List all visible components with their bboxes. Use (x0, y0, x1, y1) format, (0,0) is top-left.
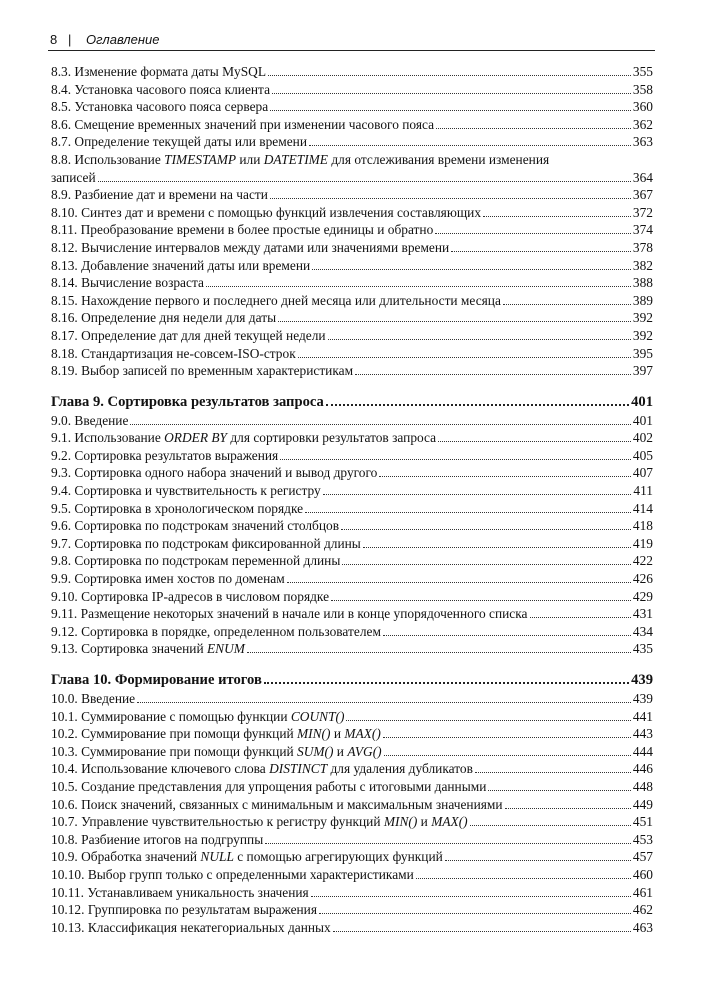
toc-entry-page: 460 (632, 866, 653, 882)
toc-entry-page: 382 (632, 257, 653, 273)
toc-entry (51, 186, 653, 204)
toc-entry (51, 239, 653, 257)
chapter-heading-page: 439 (631, 672, 653, 688)
toc-entry-title: 10.11. Устанавливаем уникальность значения (51, 884, 309, 900)
dot-leader (287, 582, 631, 583)
dot-leader (270, 198, 631, 199)
toc-entry-page: 429 (632, 588, 653, 604)
toc-entry-title: 9.11. Размещение некоторых значений в начале или в конце упорядоченного списка (51, 606, 528, 622)
toc-entry (51, 309, 653, 327)
toc-entry (51, 552, 653, 570)
toc-entry (51, 204, 653, 222)
toc-entry-page: 362 (632, 116, 653, 132)
toc-entry-title: 8.16. Определение дня недели для даты (51, 310, 277, 326)
toc-entry-title: 10.13. Классификация некатегориальных данных (51, 919, 331, 935)
toc-entry (51, 919, 653, 937)
toc-entry (51, 743, 653, 761)
chapter-heading-page: 401 (631, 393, 653, 410)
toc-entry-title: 9.13. Сортировка значений ENUM (51, 641, 245, 657)
toc-entry-title: 10.2. Суммирование при помощи функций MIN() и MAX() (51, 726, 381, 742)
toc-entry-page: 355 (632, 64, 653, 79)
dot-leader (333, 931, 631, 932)
dot-leader (98, 181, 631, 182)
toc-entry-title: 8.12. Вычисление интервалов между датами или значениями времени (51, 239, 450, 255)
dot-leader (384, 755, 631, 756)
toc-entry-title: 8.18. Стандартизация не-совсем-ISO-строк (51, 345, 296, 361)
toc-entry-title: 8.7. Определение текущей даты или времени (51, 134, 307, 150)
toc-entry-page: 444 (632, 743, 653, 759)
toc-entry-title: 10.12. Группировка по результатам выражения (51, 902, 318, 918)
dot-leader (323, 494, 632, 495)
dot-leader (451, 251, 631, 252)
toc-entry (51, 500, 653, 518)
toc-entry-title: 9.10. Сортировка IP-адресов в числовом порядке (51, 588, 330, 604)
dot-leader (341, 529, 631, 530)
dot-leader (475, 772, 631, 773)
dot-leader (346, 720, 630, 721)
toc-entry-title: 8.9. Разбиение дат и времени на части (51, 187, 268, 203)
dot-leader (305, 512, 631, 513)
running-title: Оглавление (86, 32, 160, 47)
dot-leader (130, 424, 630, 425)
toc-entry (51, 605, 653, 623)
toc-entry-page: 397 (632, 363, 653, 379)
toc-entry-title: 8.5. Установка часового пояса сервера (51, 99, 269, 115)
toc-entry (51, 848, 653, 866)
chapter-heading-title: Глава 10. Формирование итогов (51, 672, 262, 688)
toc-entry (51, 535, 653, 553)
toc-entry-title: 10.4. Использование ключевого слова DISTINCT для удаления дубликатов (51, 761, 473, 777)
dot-leader (355, 374, 631, 375)
toc-entry-title: 9.4. Сортировка и чувствительность к регистру (51, 483, 321, 499)
toc-entry-title: 8.10. Синтез дат и времени с помощью функций извлечения составляющих (51, 204, 482, 220)
dot-leader (488, 790, 631, 791)
toc-entry (51, 412, 653, 430)
toc-entry (51, 760, 653, 778)
toc-entry (51, 133, 653, 151)
toc-entry (51, 901, 653, 919)
toc-entry-title: 10.8. Разбиение итогов на подгруппы (51, 831, 264, 847)
table-of-contents (51, 63, 653, 936)
toc-entry (51, 813, 653, 831)
toc-entry-title: 8.6. Смещение временных значений при изменении часового пояса (51, 116, 435, 132)
dot-leader (379, 476, 631, 477)
dot-leader (272, 93, 631, 94)
dot-leader (311, 896, 631, 897)
toc-entry (51, 778, 653, 796)
dot-leader (319, 913, 631, 914)
chapter-spacer (51, 380, 653, 392)
toc-entry (51, 831, 653, 849)
toc-entry-page: 439 (632, 691, 653, 706)
toc-entry-title: 9.5. Сортировка в хронологическом порядке (51, 500, 304, 516)
toc-entry-page: 392 (632, 327, 653, 343)
toc-entry-page: 388 (632, 275, 653, 291)
toc-entry-line (51, 151, 653, 169)
dot-leader (326, 404, 629, 406)
toc-entry (51, 169, 653, 187)
dot-leader (270, 110, 631, 111)
toc-entry-title: 8.3. Изменение формата даты MySQL (51, 64, 267, 79)
toc-entry-page: 405 (632, 447, 653, 463)
toc-entry-title: 10.9. Обработка значений NULL с помощью агрегирующих функций (51, 849, 443, 865)
toc-entry-page: 462 (632, 902, 653, 918)
toc-entry (51, 116, 653, 134)
toc-entry-page: 441 (632, 708, 653, 724)
dot-leader (505, 808, 631, 809)
toc-entry-page: 418 (632, 518, 653, 534)
toc-entry-page: 457 (632, 849, 653, 865)
toc-entry (51, 725, 653, 743)
toc-entry-page: 401 (632, 412, 653, 428)
toc-entry-title: 9.9. Сортировка имен хостов по доменам (51, 571, 285, 587)
dot-leader (298, 357, 631, 358)
dot-leader (312, 269, 631, 270)
toc-entry-page: 360 (632, 99, 653, 115)
toc-entry (51, 640, 653, 658)
toc-entry-title: 8.13. Добавление значений даты или времени (51, 257, 311, 273)
toc-entry (51, 292, 653, 310)
dot-leader (530, 617, 631, 618)
toc-entry-page: 431 (632, 606, 653, 622)
dot-leader (363, 547, 631, 548)
toc-entry-page: 364 (632, 169, 653, 185)
toc-entry (51, 866, 653, 884)
chapter-heading (51, 670, 653, 690)
toc-entry-title: 9.2. Сортировка результатов выражения (51, 447, 279, 463)
toc-entry-title: 8.17. Определение дат для дней текущей недели (51, 327, 326, 343)
toc-entry-title: 10.7. Управление чувствительностью к регистру функций MIN() и MAX() (51, 814, 468, 830)
page-header (48, 30, 655, 51)
dot-leader (137, 702, 631, 703)
toc-entry (51, 274, 653, 292)
toc-entry (51, 362, 653, 380)
toc-entry-page: 443 (632, 726, 653, 742)
toc-entry-page: 451 (632, 814, 653, 830)
toc-entry-page: 411 (633, 483, 653, 499)
chapter-heading-title: Глава 9. Сортировка результатов запроса (51, 393, 324, 410)
toc-entry (51, 690, 653, 708)
toc-entry (51, 482, 653, 500)
dot-leader (328, 339, 631, 340)
dot-leader (280, 459, 631, 460)
toc-entry (51, 98, 653, 116)
dot-leader (247, 652, 631, 653)
dot-leader (342, 564, 631, 565)
toc-entry-page: 446 (632, 761, 653, 777)
toc-entry-title: 9.12. Сортировка в порядке, определенном пользователем (51, 623, 381, 639)
toc-entry-page: 426 (632, 571, 653, 587)
dot-leader (268, 75, 631, 76)
toc-entry-page: 378 (632, 239, 653, 255)
toc-entry-page: 389 (632, 292, 653, 308)
toc-entry-title: 9.7. Сортировка по подстрокам фиксированной длины (51, 535, 361, 551)
dot-leader (383, 737, 631, 738)
toc-entry-title: 8.19. Выбор записей по временным характеристикам (51, 363, 354, 379)
toc-entry (51, 588, 653, 606)
toc-entry-title: 10.1. Суммирование с помощью функции COUNT() (51, 708, 345, 724)
toc-entry (51, 63, 653, 81)
toc-entry-page: 448 (632, 778, 653, 794)
toc-entry (51, 81, 653, 99)
dot-leader (445, 860, 631, 861)
chapter-heading (51, 392, 653, 412)
toc-entry-page: 463 (632, 919, 653, 935)
dot-leader (503, 304, 631, 305)
toc-entry-title: 9.3. Сортировка одного набора значений и вывод другого (51, 465, 378, 481)
toc-entry-title: 10.10. Выбор групп только с определенными характеристиками (51, 866, 414, 882)
chapter-spacer (51, 658, 653, 670)
toc-entry-page: 449 (632, 796, 653, 812)
toc-entry-page: 422 (632, 553, 653, 569)
toc-entry-page: 367 (632, 187, 653, 203)
toc-entry (51, 796, 653, 814)
dot-leader (264, 682, 629, 684)
dot-leader (470, 825, 631, 826)
toc-entry-title: 8.14. Вычисление возраста (51, 275, 204, 291)
toc-entry-title: 9.0. Введение (51, 412, 129, 428)
toc-entry-page: 395 (632, 345, 653, 361)
toc-entry-page: 392 (632, 310, 653, 326)
toc-entry-page: 402 (632, 430, 653, 446)
toc-entry-page: 461 (632, 884, 653, 900)
toc-entry (51, 345, 653, 363)
dot-leader (206, 286, 631, 287)
toc-entry-title: 10.0. Введение (51, 691, 136, 706)
toc-entry-title: 8.4. Установка часового пояса клиента (51, 81, 271, 97)
toc-entry-title: 8.15. Нахождение первого и последнего дней месяца или длительности месяца (51, 292, 501, 308)
toc-entry-title: записей (51, 169, 96, 185)
toc-entry (51, 221, 653, 239)
dot-leader (416, 878, 631, 879)
dot-leader (438, 441, 631, 442)
dot-leader (278, 321, 631, 322)
toc-entry (51, 429, 653, 447)
toc-entry (51, 517, 653, 535)
toc-entry-title: 9.1. Использование ORDER BY для сортировки результатов запроса (51, 430, 437, 446)
toc-entry (51, 570, 653, 588)
header-separator: | (68, 32, 72, 47)
dot-leader (309, 145, 631, 146)
page-number: 8 (50, 32, 58, 47)
toc-entry (51, 464, 653, 482)
toc-entry-page: 374 (632, 222, 653, 238)
toc-entry-page: 363 (632, 134, 653, 150)
toc-entry-page: 414 (632, 500, 653, 516)
toc-entry (51, 623, 653, 641)
toc-entry-page: 372 (632, 204, 653, 220)
toc-entry-page: 407 (632, 465, 653, 481)
dot-leader (383, 635, 631, 636)
dot-leader (436, 128, 631, 129)
dot-leader (435, 233, 631, 234)
toc-entry-title: 10.5. Создание представления для упрощения работы с итоговыми данными (51, 778, 487, 794)
toc-entry-page: 435 (632, 641, 653, 657)
toc-entry-title: 9.6. Сортировка по подстрокам значений столбцов (51, 518, 340, 534)
toc-entry-page: 453 (632, 831, 653, 847)
toc-entry-title: 10.6. Поиск значений, связанных с минимальным и максимальным значениями (51, 796, 503, 812)
dot-leader (265, 843, 631, 844)
dot-leader (483, 216, 631, 217)
toc-entry-page: 434 (632, 623, 653, 639)
toc-entry-page: 358 (632, 81, 653, 97)
toc-entry-title: 9.8. Сортировка по подстрокам переменной длины (51, 553, 341, 569)
toc-entry-title: 8.8. Использование TIMESTAMP или DATETIME для отслеживания времени изменения (51, 151, 550, 167)
toc-entry (51, 257, 653, 275)
toc-entry-title: 10.3. Суммирование при помощи функций SUM() и AVG() (51, 743, 382, 759)
toc-entry-title: 8.11. Преобразование времени в более простые единицы и обратно (51, 222, 434, 238)
toc-entry (51, 447, 653, 465)
toc-entry (51, 708, 653, 726)
dot-leader (331, 600, 631, 601)
toc-entry (51, 327, 653, 345)
toc-entry-page: 419 (632, 535, 653, 551)
toc-entry (51, 884, 653, 902)
